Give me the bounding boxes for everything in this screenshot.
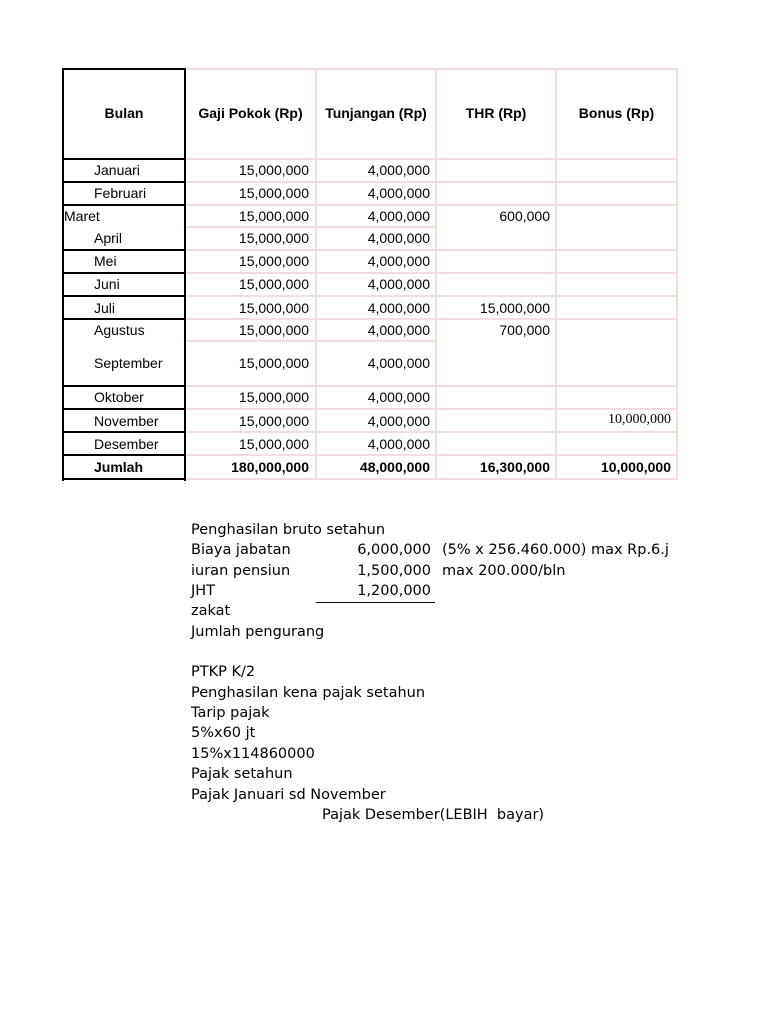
- gaji-cell: 15,000,000: [238, 300, 309, 316]
- tunjangan-cell: 4,000,000: [367, 253, 430, 269]
- border-line: [62, 318, 186, 320]
- bonus-cell: 10,000,000: [608, 412, 671, 427]
- border-line: [62, 181, 186, 183]
- total-tunjangan: 48,000,000: [359, 459, 430, 475]
- month-cell: Mei: [94, 253, 117, 269]
- thr-cell: 700,000: [499, 322, 550, 338]
- tunjangan-cell: 4,000,000: [367, 208, 430, 224]
- grid-line: [184, 431, 678, 433]
- iuran-pensiun-note: max 200.000/bln: [442, 563, 566, 579]
- grid-line: [184, 204, 678, 206]
- border-line: [62, 295, 186, 297]
- tarif-1-label: 5%x60 jt: [191, 725, 256, 741]
- border-line: [62, 408, 186, 410]
- bruto-label: Penghasilan bruto setahun: [191, 522, 386, 538]
- tarif-2-label: 15%x114860000: [191, 746, 315, 762]
- header-bonus: Bonus (Rp): [578, 105, 655, 121]
- biaya-jabatan-value: 6,000,000: [357, 542, 431, 558]
- zakat-label: zakat: [191, 603, 231, 619]
- iuran-pensiun-value: 1,500,000: [357, 563, 431, 579]
- biaya-jabatan-label: Biaya jabatan: [191, 542, 291, 558]
- header-thr: THR (Rp): [465, 105, 527, 121]
- gaji-cell: 15,000,000: [238, 162, 309, 178]
- pajak-jan-nov-label: Pajak Januari sd November: [191, 787, 386, 803]
- iuran-pensiun-label: iuran pensiun: [191, 563, 291, 579]
- header-tunjangan: Tunjangan (Rp): [325, 105, 427, 121]
- grid-line: [435, 68, 437, 480]
- gaji-cell: 15,000,000: [238, 389, 309, 405]
- grid-line: [184, 158, 678, 160]
- jumlah-pengurang-label: Jumlah pengurang: [191, 624, 325, 640]
- pkp-label: Penghasilan kena pajak setahun: [191, 685, 426, 701]
- border-line: [62, 454, 186, 456]
- tunjangan-cell: 4,000,000: [367, 300, 430, 316]
- gaji-cell: 15,000,000: [238, 413, 309, 429]
- pajak-setahun-label: Pajak setahun: [191, 766, 293, 782]
- tunjangan-cell: 4,000,000: [367, 276, 430, 292]
- biaya-jabatan-note: (5% x 256.460.000) max Rp.6.j: [442, 542, 669, 558]
- grid-line: [184, 249, 678, 251]
- grid-line: [184, 408, 678, 410]
- grid-line: [184, 454, 678, 456]
- tunjangan-cell: 4,000,000: [367, 355, 430, 371]
- tunjangan-cell: 4,000,000: [367, 185, 430, 201]
- border-line: [62, 385, 186, 387]
- gaji-cell: 15,000,000: [238, 253, 309, 269]
- thr-cell: 600,000: [499, 208, 550, 224]
- grid-line: [184, 181, 678, 183]
- tunjangan-cell: 4,000,000: [367, 322, 430, 338]
- header-gaji: Gaji Pokok (Rp): [198, 105, 303, 121]
- ptkp-label: PTKP K/2: [191, 664, 256, 680]
- thr-cell: 15,000,000: [479, 300, 550, 316]
- month-cell: Oktober: [94, 389, 144, 405]
- tunjangan-cell: 4,000,000: [367, 162, 430, 178]
- gaji-cell: 15,000,000: [238, 355, 309, 371]
- pajak-desember-label: Pajak Desember(LEBIH bayar): [322, 807, 545, 823]
- month-cell: Maret: [64, 208, 100, 224]
- border-line: [62, 249, 186, 251]
- grid-line: [184, 68, 678, 70]
- tunjangan-cell: 4,000,000: [367, 436, 430, 452]
- month-cell: Agustus: [94, 322, 145, 338]
- border-line: [62, 431, 186, 433]
- grid-line: [184, 340, 436, 342]
- gaji-cell: 15,000,000: [238, 276, 309, 292]
- total-thr: 16,300,000: [479, 459, 550, 475]
- grid-line: [184, 295, 678, 297]
- month-cell: November: [94, 413, 159, 429]
- jht-label: JHT: [191, 583, 216, 599]
- gaji-cell: 15,000,000: [238, 322, 309, 338]
- tarip-label: Tarip pajak: [191, 705, 270, 721]
- tunjangan-cell: 4,000,000: [367, 230, 430, 246]
- border-line: [62, 158, 186, 160]
- month-cell: Februari: [94, 185, 147, 201]
- grid-line: [676, 68, 678, 480]
- border-line: [62, 68, 186, 70]
- tunjangan-cell: 4,000,000: [367, 389, 430, 405]
- total-bonus: 10,000,000: [600, 459, 671, 475]
- month-cell: Desember: [94, 436, 159, 452]
- tunjangan-cell: 4,000,000: [367, 413, 430, 429]
- jht-value: 1,200,000: [357, 583, 431, 599]
- grid-line: [184, 272, 678, 274]
- month-cell: Juni: [94, 276, 120, 292]
- total-label: Jumlah: [94, 459, 144, 475]
- total-gaji: 180,000,000: [231, 459, 309, 475]
- grid-line: [184, 226, 436, 228]
- border-line: [62, 204, 186, 206]
- border-line: [62, 478, 186, 480]
- gaji-cell: 15,000,000: [238, 230, 309, 246]
- month-cell: Januari: [94, 162, 140, 178]
- month-cell: April: [94, 230, 123, 246]
- gaji-cell: 15,000,000: [238, 436, 309, 452]
- grid-line: [184, 385, 678, 387]
- grid-line: [184, 478, 678, 480]
- gaji-cell: 15,000,000: [238, 185, 309, 201]
- grid-line: [184, 318, 678, 320]
- month-cell: Juli: [94, 300, 116, 316]
- border-line: [62, 272, 186, 274]
- header-bulan: Bulan: [104, 105, 144, 121]
- month-cell: September: [94, 355, 163, 371]
- gaji-cell: 15,000,000: [238, 208, 309, 224]
- subtotal-underline: [316, 602, 435, 603]
